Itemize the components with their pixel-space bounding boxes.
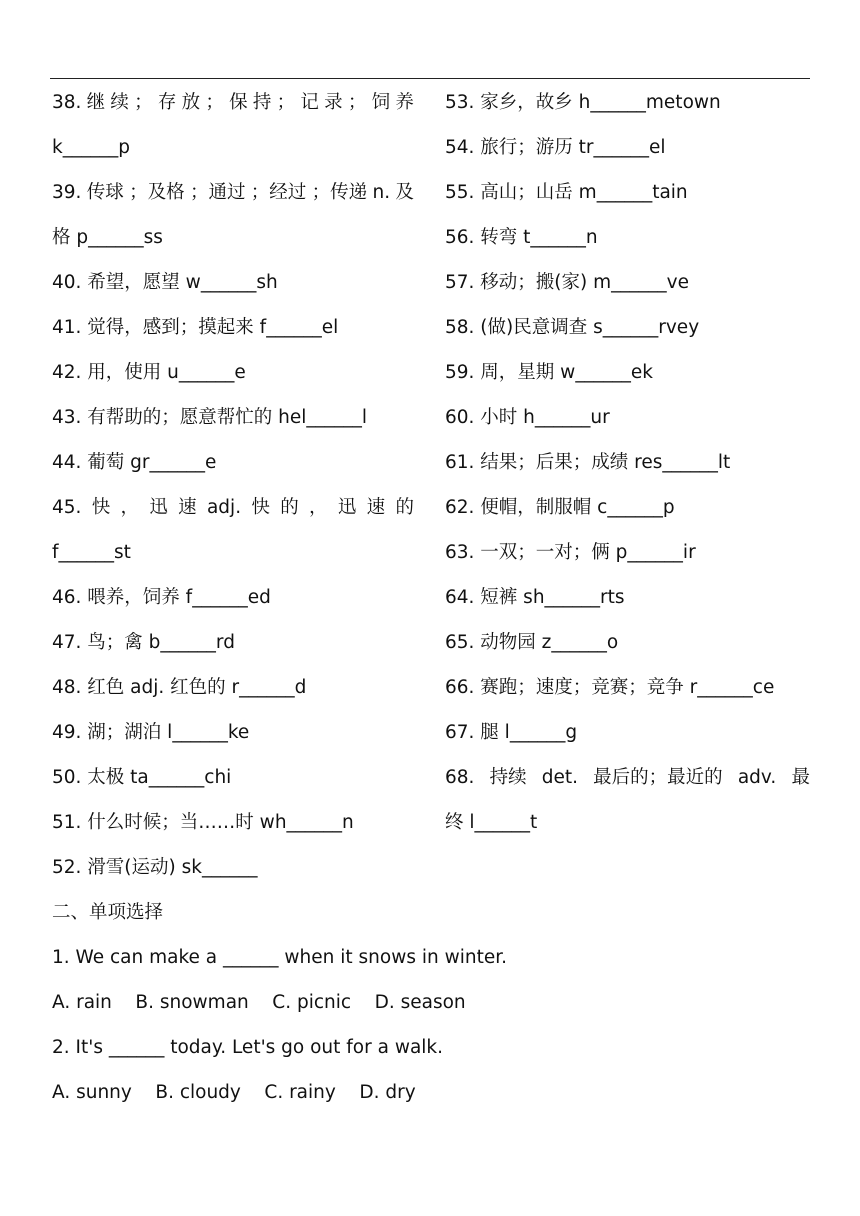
section-heading: 二、单项选择: [52, 902, 164, 923]
vocab-item-41: 41. 觉得，感到；摸起来 f______el: [52, 317, 339, 338]
vocab-item-44: 44. 葡萄 gr______e: [52, 452, 217, 473]
vocab-item-53: 53. 家乡，故乡 h______metown: [445, 92, 721, 113]
vocab-item-55: 55. 高山；山岳 m______tain: [445, 182, 688, 203]
vocab-item-45: 45. 快 ， 迅 速 adj. 快 的 ， 迅 速 的: [52, 497, 414, 518]
vocab-item-68: 68. 持续 det. 最后的；最近的 adv. 最: [445, 767, 810, 788]
vocab-item-56: 56. 转弯 t______n: [445, 227, 598, 248]
vocab-item-39: 39. 传球 ；及格 ；通过 ；经过 ；传递 n. 及: [52, 182, 414, 203]
vocab-item-65: 65. 动物园 z______o: [445, 632, 619, 653]
vocab-item-68-cont: 终 l______t: [445, 812, 538, 833]
vocab-item-61: 61. 结果；后果；成绩 res______lt: [445, 452, 731, 473]
question-1-options: A. rain B. snowman C. picnic D. season: [52, 992, 466, 1013]
vocab-column-left: [52, 80, 414, 890]
vocab-item-58: 58. (做)民意调查 s______rvey: [445, 317, 700, 338]
top-rule: [50, 78, 810, 79]
vocab-item-38: 38. 继 续 ； 存 放 ； 保 持 ； 记 录 ； 饲 养: [52, 92, 414, 113]
vocab-item-49: 49. 湖；湖泊 l______ke: [52, 722, 250, 743]
vocab-item-67: 67. 腿 l______g: [445, 722, 578, 743]
vocab-item-43: 43. 有帮助的；愿意帮忙的 hel______l: [52, 407, 368, 428]
vocab-item-42: 42. 用，使用 u______e: [52, 362, 246, 383]
vocab-item-48: 48. 红色 adj. 红色的 r______d: [52, 677, 307, 698]
vocab-item-39-cont: 格 p______ss: [52, 227, 163, 248]
vocab-item-60: 60. 小时 h______ur: [445, 407, 610, 428]
vocab-item-38-cont: k______p: [52, 137, 130, 158]
vocab-item-57: 57. 移动；搬(家) m______ve: [445, 272, 689, 293]
vocab-item-54: 54. 旅行；游历 tr______el: [445, 137, 666, 158]
multiple-choice-section: [52, 890, 812, 1115]
question-1: 1. We can make a ______ when it snows in winter.: [52, 947, 508, 968]
vocab-item-47: 47. 鸟；禽 b______rd: [52, 632, 235, 653]
vocab-item-40: 40. 希望，愿望 w______sh: [52, 272, 278, 293]
question-2-options: A. sunny B. cloudy C. rainy D. dry: [52, 1082, 416, 1103]
vocab-item-63: 63. 一双；一对；俩 p______ir: [445, 542, 696, 563]
vocab-item-46: 46. 喂养，饲养 f______ed: [52, 587, 271, 608]
vocab-item-51: 51. 什么时候；当……时 wh______n: [52, 812, 354, 833]
vocab-column-right: [445, 80, 810, 845]
vocab-item-50: 50. 太极 ta______chi: [52, 767, 232, 788]
vocab-item-45-cont: f______st: [52, 542, 131, 563]
vocab-item-62: 62. 便帽，制服帽 c______p: [445, 497, 675, 518]
vocab-item-52: 52. 滑雪(运动) sk______: [52, 857, 258, 878]
vocab-item-66: 66. 赛跑；速度；竞赛；竞争 r______ce: [445, 677, 775, 698]
question-2: 2. It's ______ today. Let's go out for a walk.: [52, 1037, 444, 1058]
vocab-item-64: 64. 短裤 sh______rts: [445, 587, 625, 608]
vocab-item-59: 59. 周，星期 w______ek: [445, 362, 653, 383]
